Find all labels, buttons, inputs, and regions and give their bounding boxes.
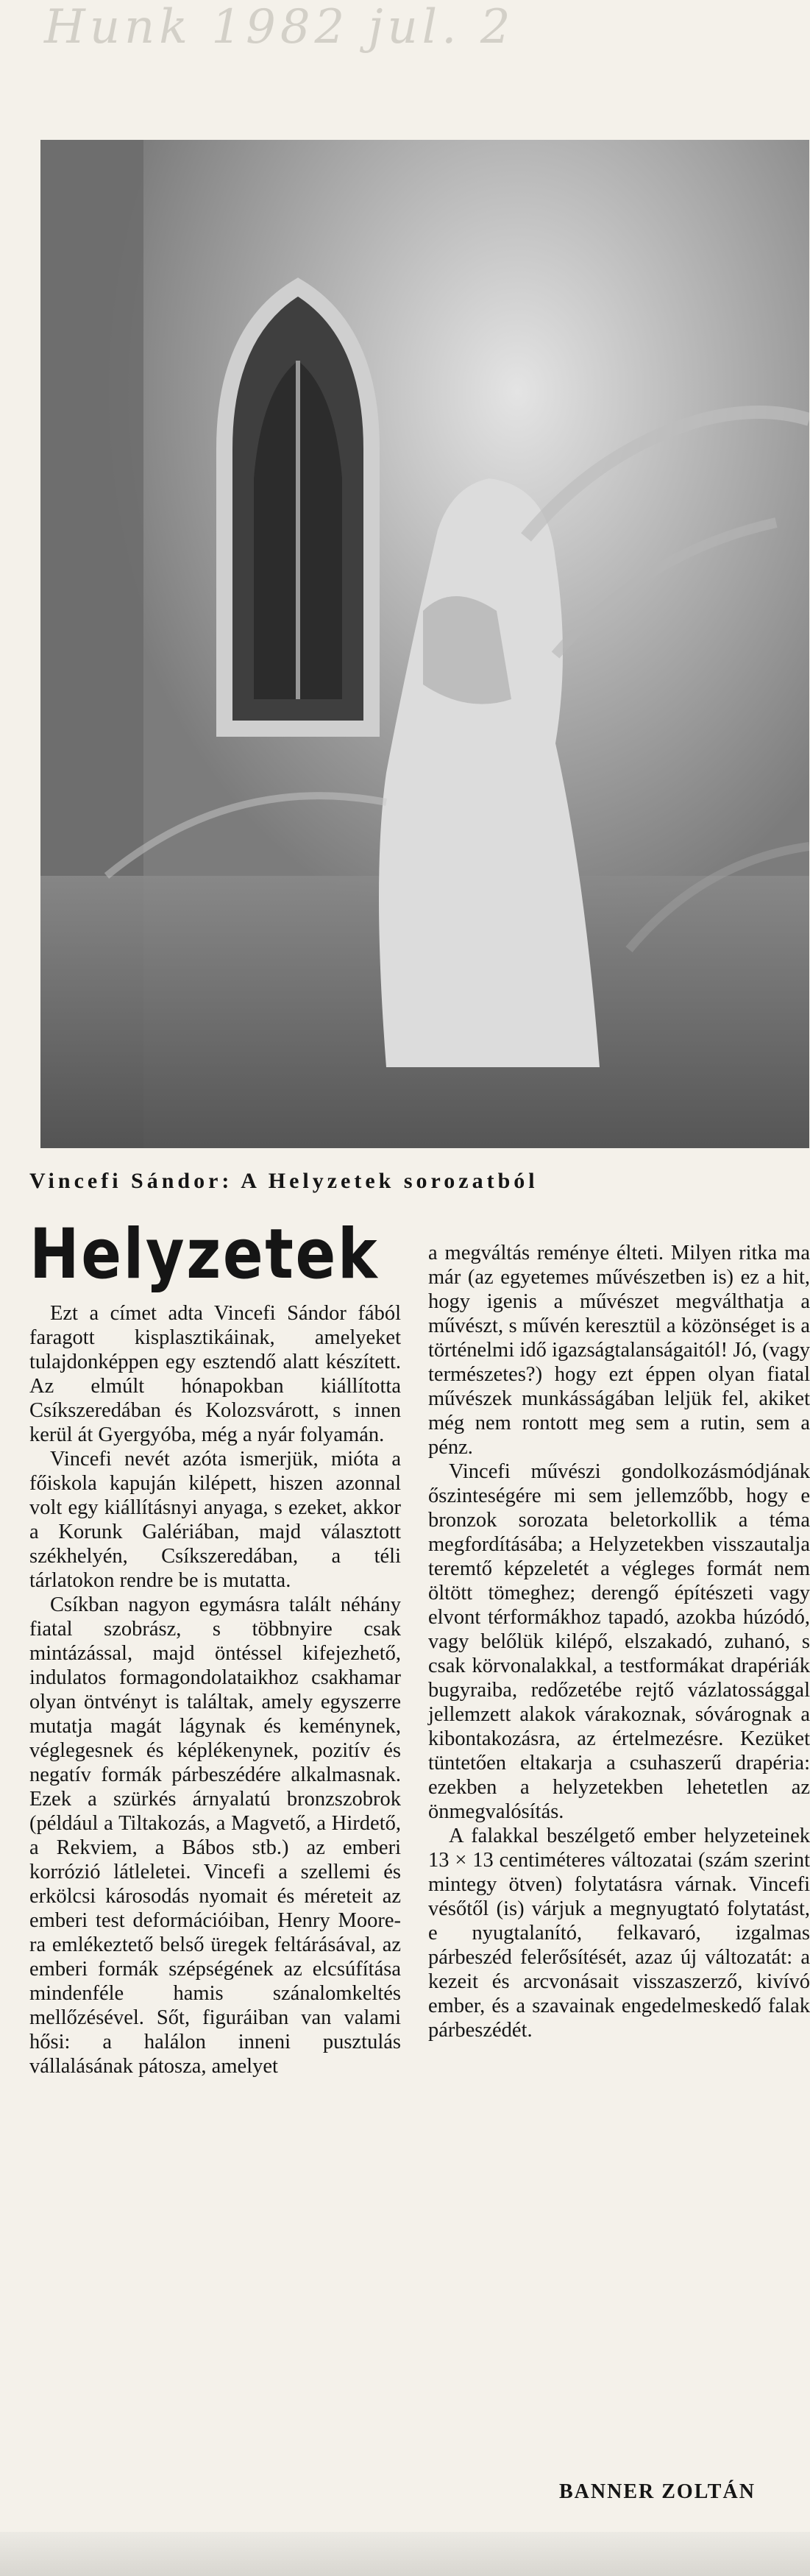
photo-caption: Vincefi Sándor: A Helyzetek sorozatból [29,1169,539,1193]
article-paragraph: Csíkban nagyon egymásra talált néhány fiatal szobrász, s többnyire csak mintázással, majd öntéssel kifejezhető, indulatos formagondolataikhoz csakhamar olyan öntvényt is találtak, amely egyszerre mutatja magát lágynak és keménynek, véglegesnek és képlékenynek, pozitív és negatív formák párbeszédére alkalmasnak. Ezek a szürkés árnyalatú bronzszobrok (például a Tiltakozás, a Magvető, a Hirdető, a Rekviem, a Bábos stb.) az emberi korrózió látleletei. Vincefi a szellemi és erkölcsi károsodás nyomait és méreteit az emberi test deformációiban, Henry Moore-ra emlékeztető belső üregek feltárásával, az emberi formák szépségének az elcsúfítása mindenféle hamis szánalomkeltés mellőzésével. Sőt, figuráiban van valami hősi: a halálon inneni pusztulás vállalásának pátosza, amelyet [29,1593,401,2078]
sculpture-photo-icon [40,140,809,1148]
article-right-column [428,1241,810,2042]
article-paragraph: a megváltás reménye élteti. Milyen ritka ma már (az egyetemes művészetben is) ez a hit, hogy igenis a művészet megválthatja a művészt, s művén keresztül a közönséget is a történelmi idő igazságtalanságaitól! Jó, (vagy természetes?) hogy ezt éppen olyan fiatal művészek munkásságában leljük fel, akiket még nem rontott meg sem a rutin, sem a pénz. [428,1242,810,1459]
article-paragraph: Ezt a címet adta Vincefi Sándor fából faragott kisplasztikáinak, amelyeket tulajdonképpen egy esztendő alatt készített. Az elmúlt hónapokban kiállította Csíkszeredában és Kolozsvárott, s innen kerül át Gyergyóba, még a nyár folyamán. [29,1302,401,1446]
article-left-column [29,1214,401,2078]
author-signature: BANNER ZOLTÁN [559,2480,756,2503]
handwritten-note: Hunk 1982 jul. 2 [44,0,515,54]
article-paragraph: Vincefi nevét azóta ismerjük, mióta a főiskola kapuján kilépett, hiszen azonnal volt egy kiállításnyi anyaga, s ezeket, akkor a Korunk Galériában, majd választott székhelyén, Csíkszeredában, a téli tárlatokon rendre be is mutatta. [29,1448,401,1592]
page-bottom-edge [0,2532,810,2576]
article-title: Helyzetek [29,1214,380,1295]
article-paragraph: Vincefi művészi gondolkozásmódjának őszinteségére mi sem jellemzőbb, hogy e bronzok sorozata beletorkollik a téma megfordításába; a Helyzetekben visszautalja teremtő képzeletét a végleges formát nem öltött tömeghez; derengő építészeti vagy elvont térformákhoz tapadó, azokba húzódó, vagy belőlük kilépő, elszakadó, zuhanó, s csak körvonalakkal, a testformákat drapériák bugyraiba, redőzetébe rejtő vázlatossággal jellemzett alakok várakoznak, sóvárognak a kibontakozásra, az értelmezésre. Kezüket tüntetően eltakarja a csuhaszerű drapéria: ezekben a helyzetekben lehetetlen az önmegvalósítás. [428,1460,810,1823]
sculpture-photo [40,140,809,1148]
article-paragraph: A falakkal beszélgető ember helyzeteinek 13 × 13 centiméteres változatai (szám szerint mintegy ötven) folytatásra várnak. Vincefi vésőtől (is) várjuk a megnyugtató folytatást, e nyugtalanító, felkavaró, izgalmas párbeszéd felerősítését, azaz új változatát: a kezeit és arcvonásait visszaszerző, kivívó ember, és a szavainak engedelmeskedő falak párbeszédét. [428,1825,810,2042]
